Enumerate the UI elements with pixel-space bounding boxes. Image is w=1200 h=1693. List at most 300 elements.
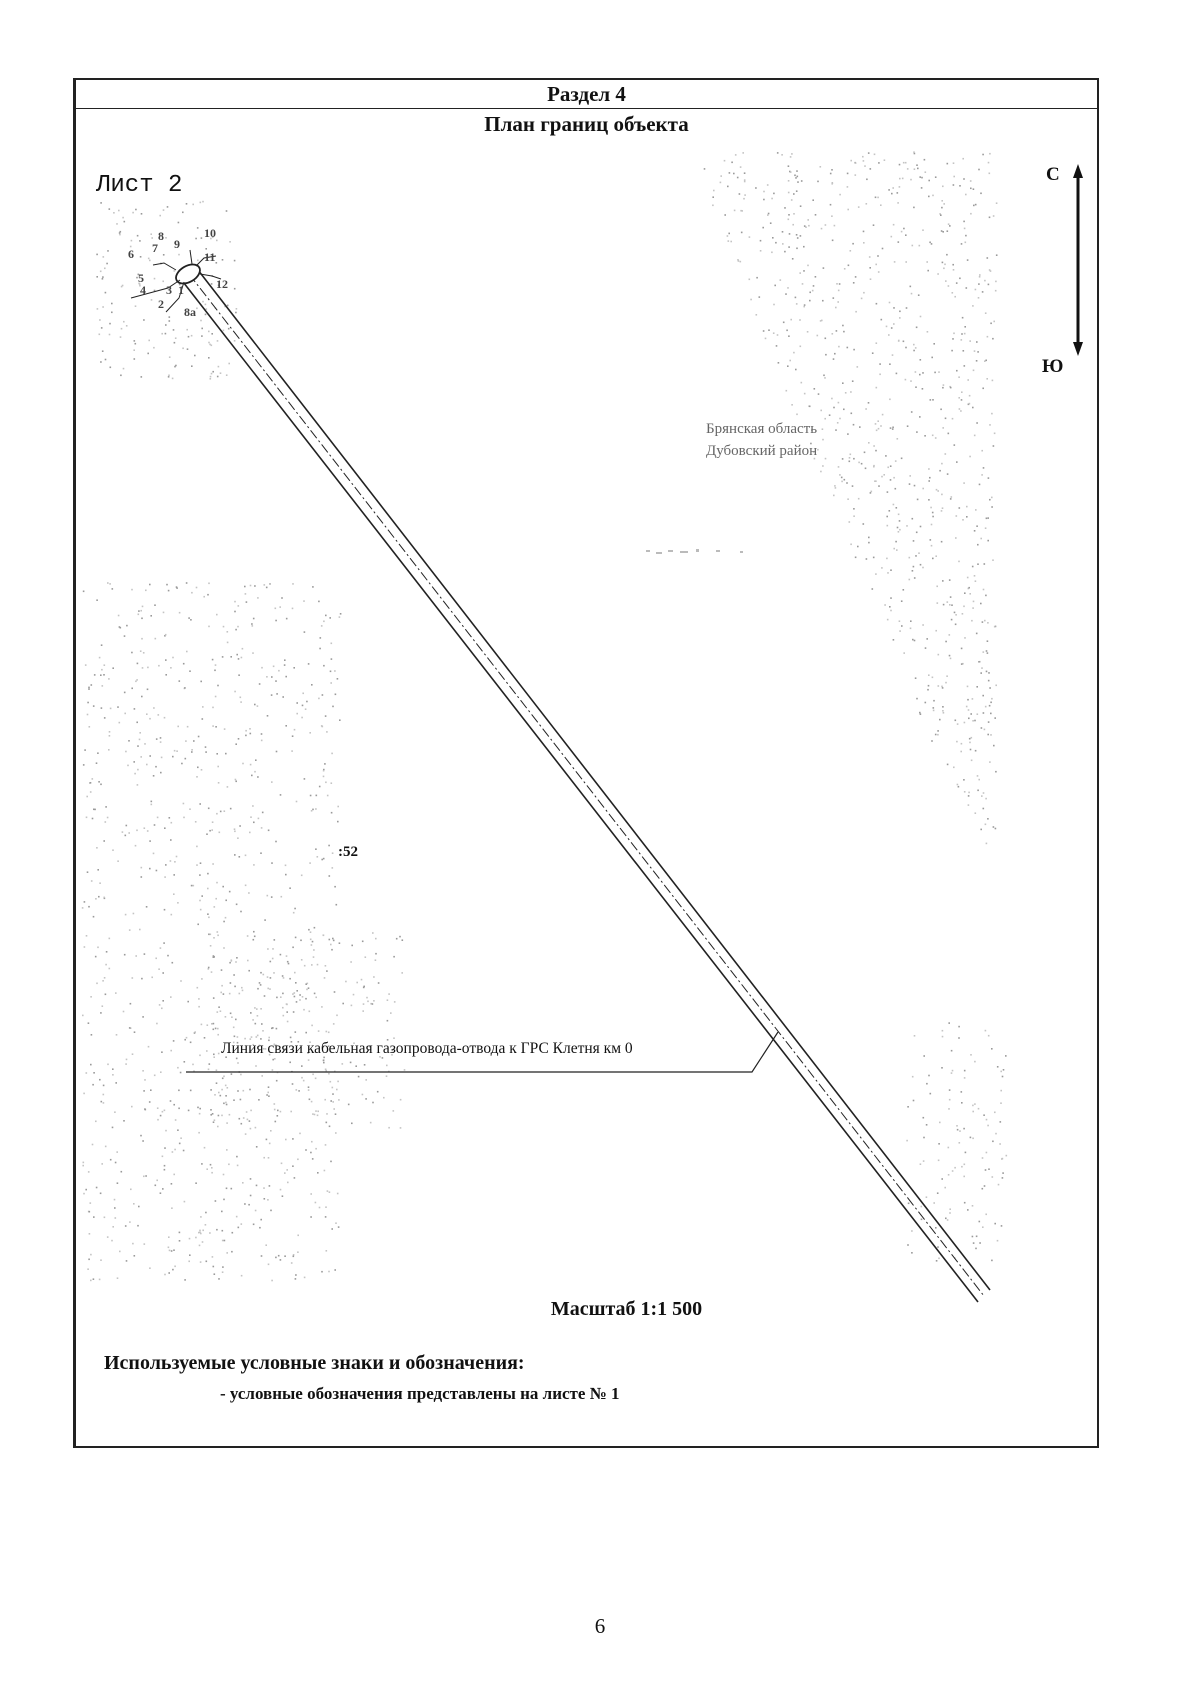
stipple-dot [875,450,877,452]
stipple-dot [890,597,892,599]
stipple-dot [795,297,797,299]
stipple-dot [957,723,959,725]
stipple-dot [211,1172,213,1174]
stipple-dot [219,832,221,834]
stipple-dot [750,299,752,301]
stipple-dot [924,435,926,437]
stipple-dot [321,625,323,627]
stipple-dot [331,949,333,951]
stipple-dot [96,983,98,985]
stipple-dot [868,542,870,544]
stipple-dot [131,240,133,242]
stipple-dot [183,1150,185,1152]
stipple-dot [979,276,981,278]
stipple-dot [275,680,277,682]
stipple-dot [830,204,832,206]
stipple-dot [982,1226,984,1228]
stipple-dot [965,235,967,237]
stipple-dot [975,580,977,582]
stipple-dot [968,792,970,794]
stipple-dot [355,1065,357,1067]
stipple-dot [937,273,939,275]
stipple-dot [188,336,190,338]
stipple-dot [213,937,215,939]
stipple-dot [115,1082,117,1084]
stipple-dot [303,1080,305,1082]
stipple-dot [932,399,934,401]
stipple-dot [310,1216,312,1218]
stipple-dot [373,976,375,978]
point-label: 1 [178,283,184,297]
stipple-dot [103,840,105,842]
stipple-dot [287,961,289,963]
stipple-dot [942,507,944,509]
stipple-dot [139,732,141,734]
stipple-dot [813,285,815,287]
stipple-dot [825,338,827,340]
stipple-dot [299,999,301,1001]
stipple-dot [280,794,282,796]
stipple-dot [315,848,317,850]
stipple-dot [174,342,176,344]
stipple-dot [846,482,848,484]
stipple-dot [911,1252,913,1254]
stipple-dot [216,1069,218,1071]
stipple-dot [217,1126,219,1128]
stipple-dot [339,942,341,944]
stipple-dot [216,753,218,755]
stipple-dot [294,729,296,731]
stipple-dot [911,411,913,413]
stipple-dot [227,631,229,633]
stipple-dot [332,852,334,854]
stipple-dot [119,722,121,724]
stipple-dot [131,652,133,654]
stipple-dot [898,340,900,342]
stipple-dot [210,1114,212,1116]
stipple-dot [104,268,106,270]
stipple-dot [927,689,929,691]
stipple-dot [999,1143,1001,1145]
stipple-dot [93,1072,95,1074]
stipple-dot [825,354,827,356]
stipple-dot [195,1182,197,1184]
stipple-dot [310,931,312,933]
stipple-dot [170,1100,172,1102]
stipple-dot [931,545,933,547]
stipple-dot [175,337,177,339]
stipple-dot [964,592,966,594]
stipple-dot [165,864,167,866]
stipple-dot [876,303,878,305]
stipple-dot [164,1165,166,1167]
stipple-dot [942,262,944,264]
stipple-dot [168,1236,170,1238]
stipple-dot [223,947,225,949]
stipple-dot [240,1074,242,1076]
stipple-dot [989,687,991,689]
stipple-dot [105,994,107,996]
stipple-dot [105,964,107,966]
point-label: 8 [158,229,164,243]
stipple-dot [968,718,970,720]
stipple-dot [146,764,148,766]
stipple-dot [970,188,972,190]
stipple-dot [350,961,352,963]
stipple-dot [301,959,303,961]
stipple-dot [225,900,227,902]
stipple-dot [282,1007,284,1009]
stipple-dot [404,1069,406,1071]
stipple-dot [820,471,822,473]
stipple-dot [804,225,806,227]
stipple-dot [257,776,259,778]
stipple-dot [268,1157,270,1159]
stipple-dot [765,338,767,340]
stipple-dot [961,743,963,745]
stipple-dot [852,243,854,245]
stipple-dot [222,1271,224,1273]
stipple-dot [881,567,883,569]
stipple-dot [991,1048,993,1050]
stipple-dot [998,1184,1000,1186]
stipple-dot [163,612,165,614]
stipple-dot [358,1076,360,1078]
stipple-dot [850,160,852,162]
stipple-dot [296,1001,298,1003]
stipple-dot [961,1102,963,1104]
stipple-dot [165,237,167,239]
stipple-dot [116,223,118,225]
stipple-dot [949,1208,951,1210]
stipple-dot [727,186,729,188]
stipple-dot [102,306,104,308]
stipple-dot [793,352,795,354]
stipple-dot [319,648,321,650]
stipple-dot [838,402,840,404]
stipple-dot [873,224,875,226]
stipple-dot [909,557,911,559]
stipple-dot [96,762,98,764]
stipple-dot [277,1110,279,1112]
stipple-dot [119,232,121,234]
stipple-dot [325,615,327,617]
stipple-dot [972,305,974,307]
stipple-dot [256,1036,258,1038]
stipple-dot [838,466,840,468]
stipple-dot [330,1081,332,1083]
stipple-dot [82,907,84,909]
stipple-dot [214,1094,216,1096]
stipple-dot [101,1163,103,1165]
stipple-dot [973,370,975,372]
stipple-dot [950,658,952,660]
stipple-dot [217,766,219,768]
stipple-dot [850,250,852,252]
stipple-dot [182,212,184,214]
stipple-dot [874,154,876,156]
stipple-dot [106,263,108,265]
stipple-dot [387,1020,389,1022]
stipple-dot [990,713,992,715]
stipple-dot [921,177,923,179]
stipple-dot [141,867,143,869]
stipple-dot [217,1034,219,1036]
stipple-dot [737,259,739,261]
stipple-dot [90,1254,92,1256]
stipple-dot [712,196,714,198]
stipple-dot [86,817,88,819]
stipple-dot [325,1206,327,1208]
stipple-dot [799,319,801,321]
stipple-dot [250,1110,252,1112]
stipple-dot [875,197,877,199]
stipple-dot [756,277,758,279]
stipple-dot [951,496,953,498]
stipple-dot [772,237,774,239]
stipple-dot [160,737,162,739]
stipple-dot [93,1278,95,1280]
stipple-dot [174,1149,176,1151]
stipple-dot [911,1230,913,1232]
stipple-dot [158,714,160,716]
stipple-dot [263,1157,265,1159]
stipple-dot [216,1082,218,1084]
stipple-dot [200,862,202,864]
stipple-dot [763,330,765,332]
stipple-dot [178,1108,180,1110]
stipple-dot [189,1238,191,1240]
stipple-dot [975,812,977,814]
stipple-dot [945,418,947,420]
stipple-dot [399,936,401,938]
stipple-dot [213,1056,215,1058]
stipple-dot [995,281,997,283]
stipple-dot [965,242,967,244]
stipple-dot [257,988,259,990]
stipple-dot [362,1094,364,1096]
stipple-dot [155,1185,157,1187]
stipple-dot [171,1207,173,1209]
stipple-dot [165,674,167,676]
stipple-dot [215,1028,217,1030]
stipple-dot [160,1192,162,1194]
stipple-dot [982,291,984,293]
stipple-dot [829,414,831,416]
stipple-dot [981,795,983,797]
stipple-dot [273,972,275,974]
stipple-dot [991,1260,993,1262]
stipple-dot [250,764,252,766]
stipple-dot [907,1244,909,1246]
stipple-dot [190,1090,192,1092]
stipple-dot [394,1001,396,1003]
stipple-dot [255,1210,257,1212]
stipple-dot [868,442,870,444]
stipple-dot [158,968,160,970]
stipple-dot [724,160,726,162]
stipple-dot [131,589,133,591]
stipple-dot [832,333,834,335]
stipple-dot [838,290,840,292]
stipple-dot [906,307,908,309]
stipple-dot [169,1250,171,1252]
stipple-dot [218,1092,220,1094]
stipple-dot [212,659,214,661]
stipple-dot [333,940,335,942]
stipple-dot [720,182,722,184]
stipple-dot [937,490,939,492]
stipple-dot [255,1023,257,1025]
stipple-dot [832,240,834,242]
stipple-dot [922,388,924,390]
stipple-dot [926,1196,928,1198]
stipple-dot [855,557,857,559]
stipple-dot [956,370,958,372]
stipple-dot [134,1255,136,1257]
stipple-dot [143,1176,145,1178]
stipple-dot [791,153,793,155]
stipple-dot [231,959,233,961]
stipple-dot [144,1079,146,1081]
stipple-dot [306,701,308,703]
stipple-dot [978,1108,980,1110]
stipple-dot [740,210,742,212]
stipple-dot [910,620,912,622]
stipple-dot [987,1125,989,1127]
line-caption: Линия связи кабельная газопровода-отвода к ГРС Клетня км 0 [221,1040,633,1057]
stipple-dot [179,1240,181,1242]
stipple-dot [242,990,244,992]
stipple-dot [248,892,250,894]
stipple-dot [961,399,963,401]
stipple-dot [164,1110,166,1112]
stipple-dot [183,817,185,819]
stipple-dot [797,237,799,239]
stipple-dot [984,280,986,282]
stipple-dot [250,816,252,818]
stipple-dot [222,259,224,261]
stipple-dot [170,996,172,998]
north-arrow [1073,164,1083,356]
stipple-dot [223,1076,225,1078]
point-label: 8a [184,305,196,319]
stipple-dot [923,1160,925,1162]
stipple-dot [99,319,101,321]
stipple-dot [917,499,919,501]
stipple-dot [212,371,214,373]
stipple-dot [115,1217,117,1219]
stipple-dot [981,667,983,669]
stipple-dot [87,702,89,704]
stipple-dot [947,473,949,475]
stipple-dot [126,825,128,827]
stipple-dot [776,345,778,347]
stipple-dot [375,938,377,940]
stipple-dot [272,958,274,960]
stipple-dot [149,755,151,757]
stipple-dot [994,717,996,719]
stipple-dot [932,677,934,679]
stipple-dot [112,1226,114,1228]
stipple-dot [961,243,963,245]
stipple-dot [126,1059,128,1061]
stipple-dot [853,515,855,517]
stipple-dot [866,203,868,205]
stipple-dot [222,886,224,888]
stipple-dot [942,706,944,708]
stipple-dot [206,308,208,310]
stipple-dot [991,413,993,415]
stipple-dot [109,334,111,336]
stipple-dot [224,810,226,812]
stipple-dot [935,437,937,439]
stipple-dot [292,993,294,995]
stipple-dot [920,526,922,528]
stipple-dot [132,977,134,979]
stipple-dot [884,159,886,161]
stipple-dot [945,682,947,684]
stipple-dot [245,735,247,737]
stipple-dot [959,408,961,410]
stipple-dot [95,1121,97,1123]
stipple-dot [335,1113,337,1115]
point-label: 12 [216,277,228,291]
stipple-dot [973,188,975,190]
stipple-dot [187,726,189,728]
stipple-dot [855,276,857,278]
stipple-dot [878,485,880,487]
stipple-dot [101,669,103,671]
stipple-dot [133,349,135,351]
stipple-dot [915,347,917,349]
stipple-dot [311,1025,313,1027]
stipple-dot [105,359,107,361]
stipple-dot [926,261,928,263]
stipple-dot [375,953,377,955]
stipple-dot [393,1037,395,1039]
stipple-dot [311,964,313,966]
stipple-dot [720,175,722,177]
stipple-dot [841,477,843,479]
stipple-dot [903,341,905,343]
stipple-dot [260,1219,262,1221]
stipple-dot [126,325,128,327]
stipple-dot [964,326,966,328]
stipple-dot [893,477,895,479]
stipple-dot [877,197,879,199]
stipple-dot [937,1246,939,1248]
stipple-dot [83,1193,85,1195]
stipple-dot [197,260,199,262]
stipple-dot [803,246,805,248]
stipple-dot [191,885,193,887]
stipple-dot [941,541,943,543]
stipple-dot [122,831,124,833]
stipple-dot [313,956,315,958]
stipple-dot [896,549,898,551]
stipple-dot [337,821,339,823]
stipple-dot [880,425,882,427]
stipple-dot [213,997,215,999]
stipple-dot [956,282,958,284]
stipple-dot [356,982,358,984]
stipple-dot [839,474,841,476]
stipple-dot [128,832,130,834]
stipple-dot [311,1141,313,1143]
stipple-dot [937,1192,939,1194]
stipple-dot [865,408,867,410]
